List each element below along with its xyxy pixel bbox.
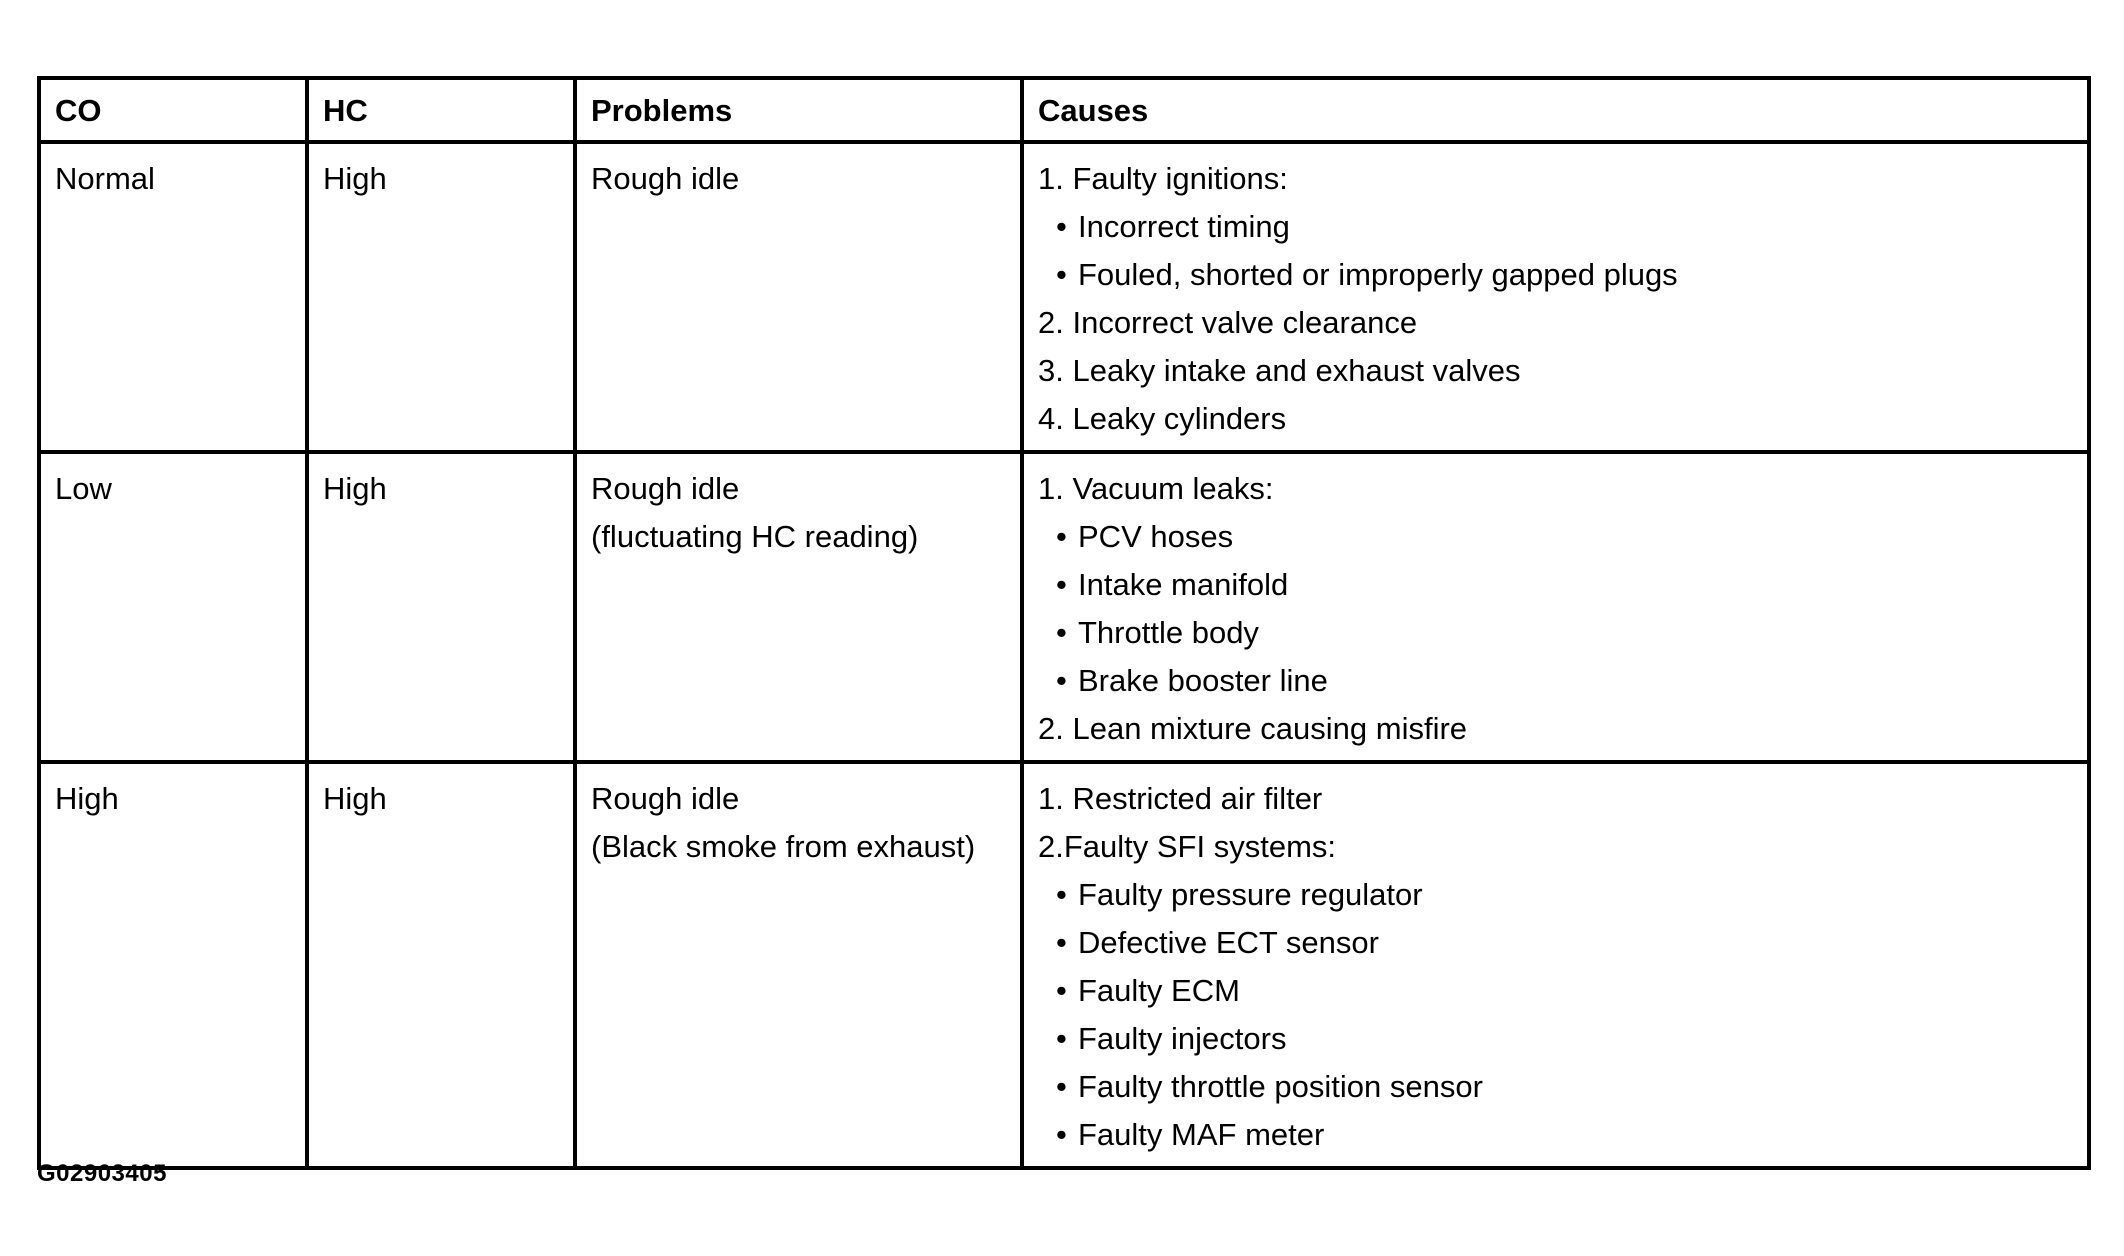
cell-hc: High xyxy=(307,142,575,452)
cause-text: Faulty ECM xyxy=(1078,973,1240,1008)
cause-bullet-item xyxy=(1038,1015,2073,1063)
cause-text: Faulty MAF meter xyxy=(1078,1117,1325,1152)
header-co: CO xyxy=(39,78,307,142)
cause-bullet-item xyxy=(1038,967,2073,1015)
cause-numbered-item: 2. Incorrect valve clearance xyxy=(1038,305,1418,340)
cause-text: Faulty injectors xyxy=(1078,1021,1287,1056)
diagnosis-table xyxy=(37,76,2091,1170)
cause-bullet-item xyxy=(1038,561,2073,609)
figure-id: G02903405 xyxy=(37,1160,167,1187)
bullet-icon: • xyxy=(1056,877,1067,912)
problem-line: Rough idle xyxy=(591,161,740,196)
bullet-icon: • xyxy=(1056,1021,1067,1056)
header-causes: Causes xyxy=(1022,78,2089,142)
bullet-icon: • xyxy=(1056,925,1067,960)
problem-line: (Black smoke from exhaust) xyxy=(591,829,976,864)
cause-numbered-item: 1. Vacuum leaks: xyxy=(1038,471,1274,506)
cause-bullet-item xyxy=(1038,919,2073,967)
cause-numbered-item: 1. Faulty ignitions: xyxy=(1038,161,1288,196)
table-row xyxy=(39,762,2089,1168)
bullet-icon: • xyxy=(1056,209,1067,244)
cause-bullet-item xyxy=(1038,871,2073,919)
problem-line: Rough idle xyxy=(591,471,740,506)
cause-bullet-item xyxy=(1038,251,2073,299)
cell-hc: High xyxy=(307,762,575,1168)
cause-numbered-item: 3. Leaky intake and exhaust valves xyxy=(1038,353,1521,388)
cause-text: Defective ECT sensor xyxy=(1078,925,1379,960)
cell-co: High xyxy=(39,762,307,1168)
cause-numbered-item: 1. Restricted air filter xyxy=(1038,781,1323,816)
bullet-icon: • xyxy=(1056,519,1067,554)
problem-line: (fluctuating HC reading) xyxy=(591,519,919,554)
bullet-icon: • xyxy=(1056,1117,1067,1152)
bullet-icon: • xyxy=(1056,973,1067,1008)
bullet-icon: • xyxy=(1056,1069,1067,1104)
cause-text: Faulty pressure regulator xyxy=(1078,877,1423,912)
cell-co: Low xyxy=(39,452,307,762)
header-problems: Problems xyxy=(575,78,1022,142)
cause-text: Incorrect timing xyxy=(1078,209,1290,244)
bullet-icon: • xyxy=(1056,567,1067,602)
cell-causes xyxy=(1022,142,2089,452)
header-hc: HC xyxy=(307,78,575,142)
bullet-icon: • xyxy=(1056,257,1067,292)
cause-text: Brake booster line xyxy=(1078,663,1328,698)
table-row xyxy=(39,142,2089,452)
cause-numbered-item: 2.Faulty SFI systems: xyxy=(1038,829,1337,864)
cause-numbered-item: 4. Leaky cylinders xyxy=(1038,401,1287,436)
table-row xyxy=(39,452,2089,762)
cause-text: Fouled, shorted or improperly gapped plugs xyxy=(1078,257,1678,292)
cell-causes xyxy=(1022,452,2089,762)
cell-problems xyxy=(575,762,1022,1168)
cause-text: PCV hoses xyxy=(1078,519,1234,554)
table-body xyxy=(39,142,2089,1168)
bullet-icon: • xyxy=(1056,663,1067,698)
cause-bullet-item xyxy=(1038,203,2073,251)
cell-problems xyxy=(575,142,1022,452)
cell-causes xyxy=(1022,762,2089,1168)
cause-bullet-item xyxy=(1038,1111,2073,1159)
cause-bullet-item xyxy=(1038,609,2073,657)
cause-numbered-item: 2. Lean mixture causing misfire xyxy=(1038,711,1468,746)
cause-bullet-item xyxy=(1038,657,2073,705)
cause-bullet-item xyxy=(1038,1063,2073,1111)
cause-bullet-item xyxy=(1038,513,2073,561)
bullet-icon: • xyxy=(1056,615,1067,650)
cell-problems xyxy=(575,452,1022,762)
cause-text: Faulty throttle position sensor xyxy=(1078,1069,1483,1104)
cell-hc: High xyxy=(307,452,575,762)
cell-co: Normal xyxy=(39,142,307,452)
cause-text: Throttle body xyxy=(1078,615,1259,650)
problem-line: Rough idle xyxy=(591,781,740,816)
cause-text: Intake manifold xyxy=(1078,567,1289,602)
header-row xyxy=(39,78,2089,142)
